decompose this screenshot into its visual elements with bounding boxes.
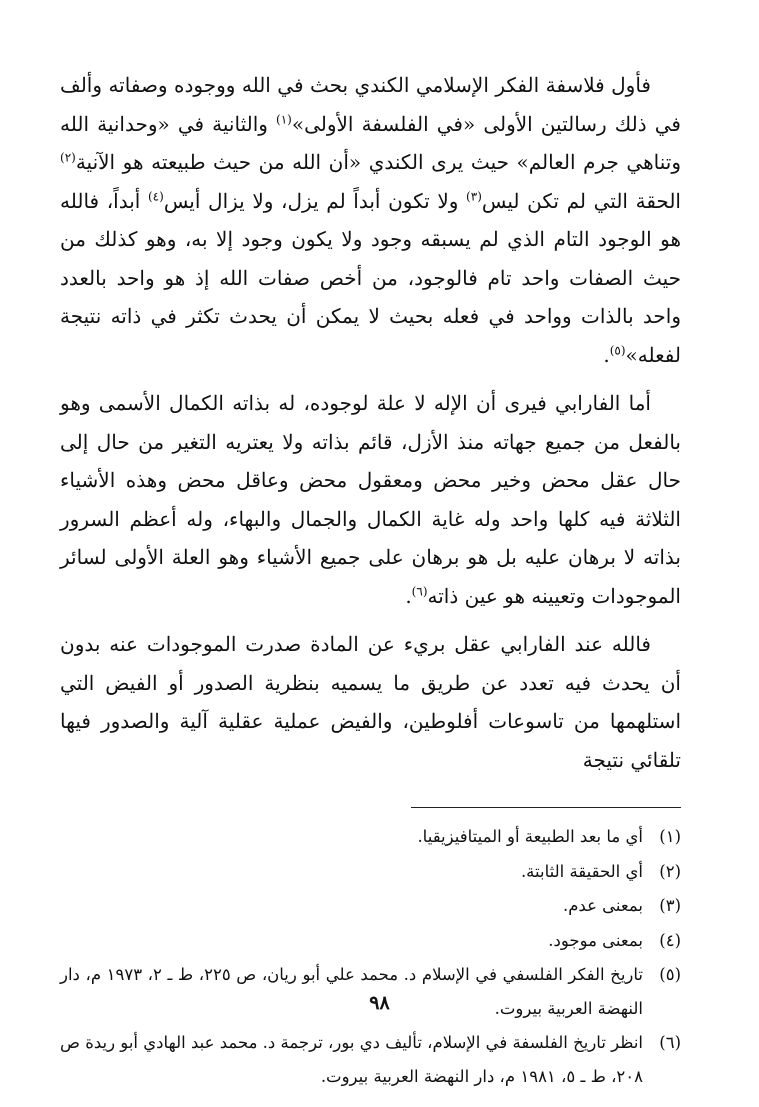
footnote-text: أي ما بعد الطبيعة أو الميتافيزيقيا. bbox=[417, 827, 643, 846]
footnotes-list bbox=[60, 820, 681, 1093]
footnote-text: بمعنى عدم. bbox=[562, 896, 643, 915]
footnote-item bbox=[60, 1026, 681, 1093]
paragraph-kindi bbox=[60, 66, 681, 374]
footnote-text: بمعنى موجود. bbox=[548, 930, 643, 950]
footnote-item bbox=[60, 855, 681, 889]
paragraph-1-segment-5: أبداً، فالله هو الوجود التام الذي لم يسبقه وجود ولا يكون وجود إلا به، وهو كذلك من حيث الصفات واحد تام فالوجود، من أخص صفات الله إذ هو واحد بالعدد واحد بالذات وواحد في فعله بحيث لا يمكن أن يحدث تكثر في ذاته نتيجة لفعله» bbox=[60, 188, 681, 367]
document-page bbox=[60, 66, 681, 1107]
paragraph-2-segment-2: . bbox=[405, 583, 412, 608]
paragraph-1-segment-6: . bbox=[603, 342, 610, 367]
footnote-number: (٣) bbox=[659, 896, 681, 915]
footnote-ref-6: (٦) bbox=[411, 583, 428, 598]
footnote-ref-5: (٥) bbox=[609, 342, 626, 357]
footnote-ref-1: (١) bbox=[276, 111, 292, 126]
paragraph-1-segment-4: ولا تكون أبداً لم يزل، ولا يزال أيس bbox=[163, 188, 467, 213]
footnote-ref-4: (٤) bbox=[147, 188, 164, 203]
paragraph-farabi bbox=[60, 384, 681, 615]
footnote-number: (٦) bbox=[659, 1033, 681, 1052]
paragraph-2-segment-1: أما الفارابي فيرى أن الإله لا علة لوجوده، له بذاته الكمال الأسمى وهو بالفعل من جميع جهاته منذ الأزل، قائم بذاته ولا يعتريه التغير من حال إلى حال عقل محض وخير محض ومعقول محض وعاقل محض وهذه الأشياء الثلاثة فيه كلها واحد وله غاية الكمال والجمال والبهاء، وله أعظم السرور بذاته لا برهان عليه بل هو برهان على جميع الأشياء وهو العلة الأولى لسائر الموجودات وتعيينه هو عين ذاته bbox=[60, 391, 681, 608]
paragraph-1-segment-1: فأول فلاسفة الفكر الإسلامي الكندي بحث في الله ووجوده وصفاته وألف في ذلك رسالتين الأولى «في الفلسفة الأولى» bbox=[60, 73, 681, 136]
page-number: ٩٨ bbox=[369, 992, 390, 1014]
footnote-text: تاريخ الفكر الفلسفي في الإسلام د. محمد علي أبو ريان، ص ٢٢٥، ط ـ ٢، ١٩٧٣ م، دار النهضة العربية بيروت. bbox=[60, 965, 643, 1018]
footnote-text: انظر تاريخ الفلسفة في الإسلام، تأليف دي بور، ترجمة د. محمد عبد الهادي أبو ريدة ص ٢٠٨، ط ـ ٥، ١٩٨١ م، دار النهضة العربية بيروت. bbox=[60, 1033, 643, 1086]
footnote-number: (٢) bbox=[659, 861, 681, 881]
footnote-text: أي الحقيقة الثابتة. bbox=[520, 861, 643, 881]
footnote-item bbox=[60, 889, 681, 923]
footnote-item bbox=[60, 924, 681, 958]
footnote-item bbox=[60, 820, 681, 854]
footnote-number: (٥) bbox=[659, 965, 681, 984]
paragraph-emanation: فالله عند الفارابي عقل بريء عن المادة صدرت الموجودات عنه بدون أن يحدث فيه تعدد عن طريق ما يسميه بنظرية الصدور أو الفيض التي استلهمها من تاسوعات أفلوطين، والفيض عملية عقلية آلية والصدور فيها تلقائي نتيجة bbox=[60, 632, 681, 772]
main-text bbox=[60, 66, 681, 779]
paragraph-1-segment-3: الحقة التي لم تكن ليس bbox=[481, 188, 681, 213]
footnote-ref-2: (٢) bbox=[60, 150, 76, 165]
footnote-number: (١) bbox=[659, 827, 681, 846]
paragraph-1-segment-2: والثانية في «وحدانية الله وتناهي جرم العالم» حيث يرى الكندي «أن الله من حيث طبيعته هو الآنية bbox=[60, 111, 681, 174]
footnote-number: (٤) bbox=[659, 930, 681, 950]
footnote-divider bbox=[411, 807, 681, 808]
footnote-ref-3: (٣) bbox=[466, 188, 482, 203]
